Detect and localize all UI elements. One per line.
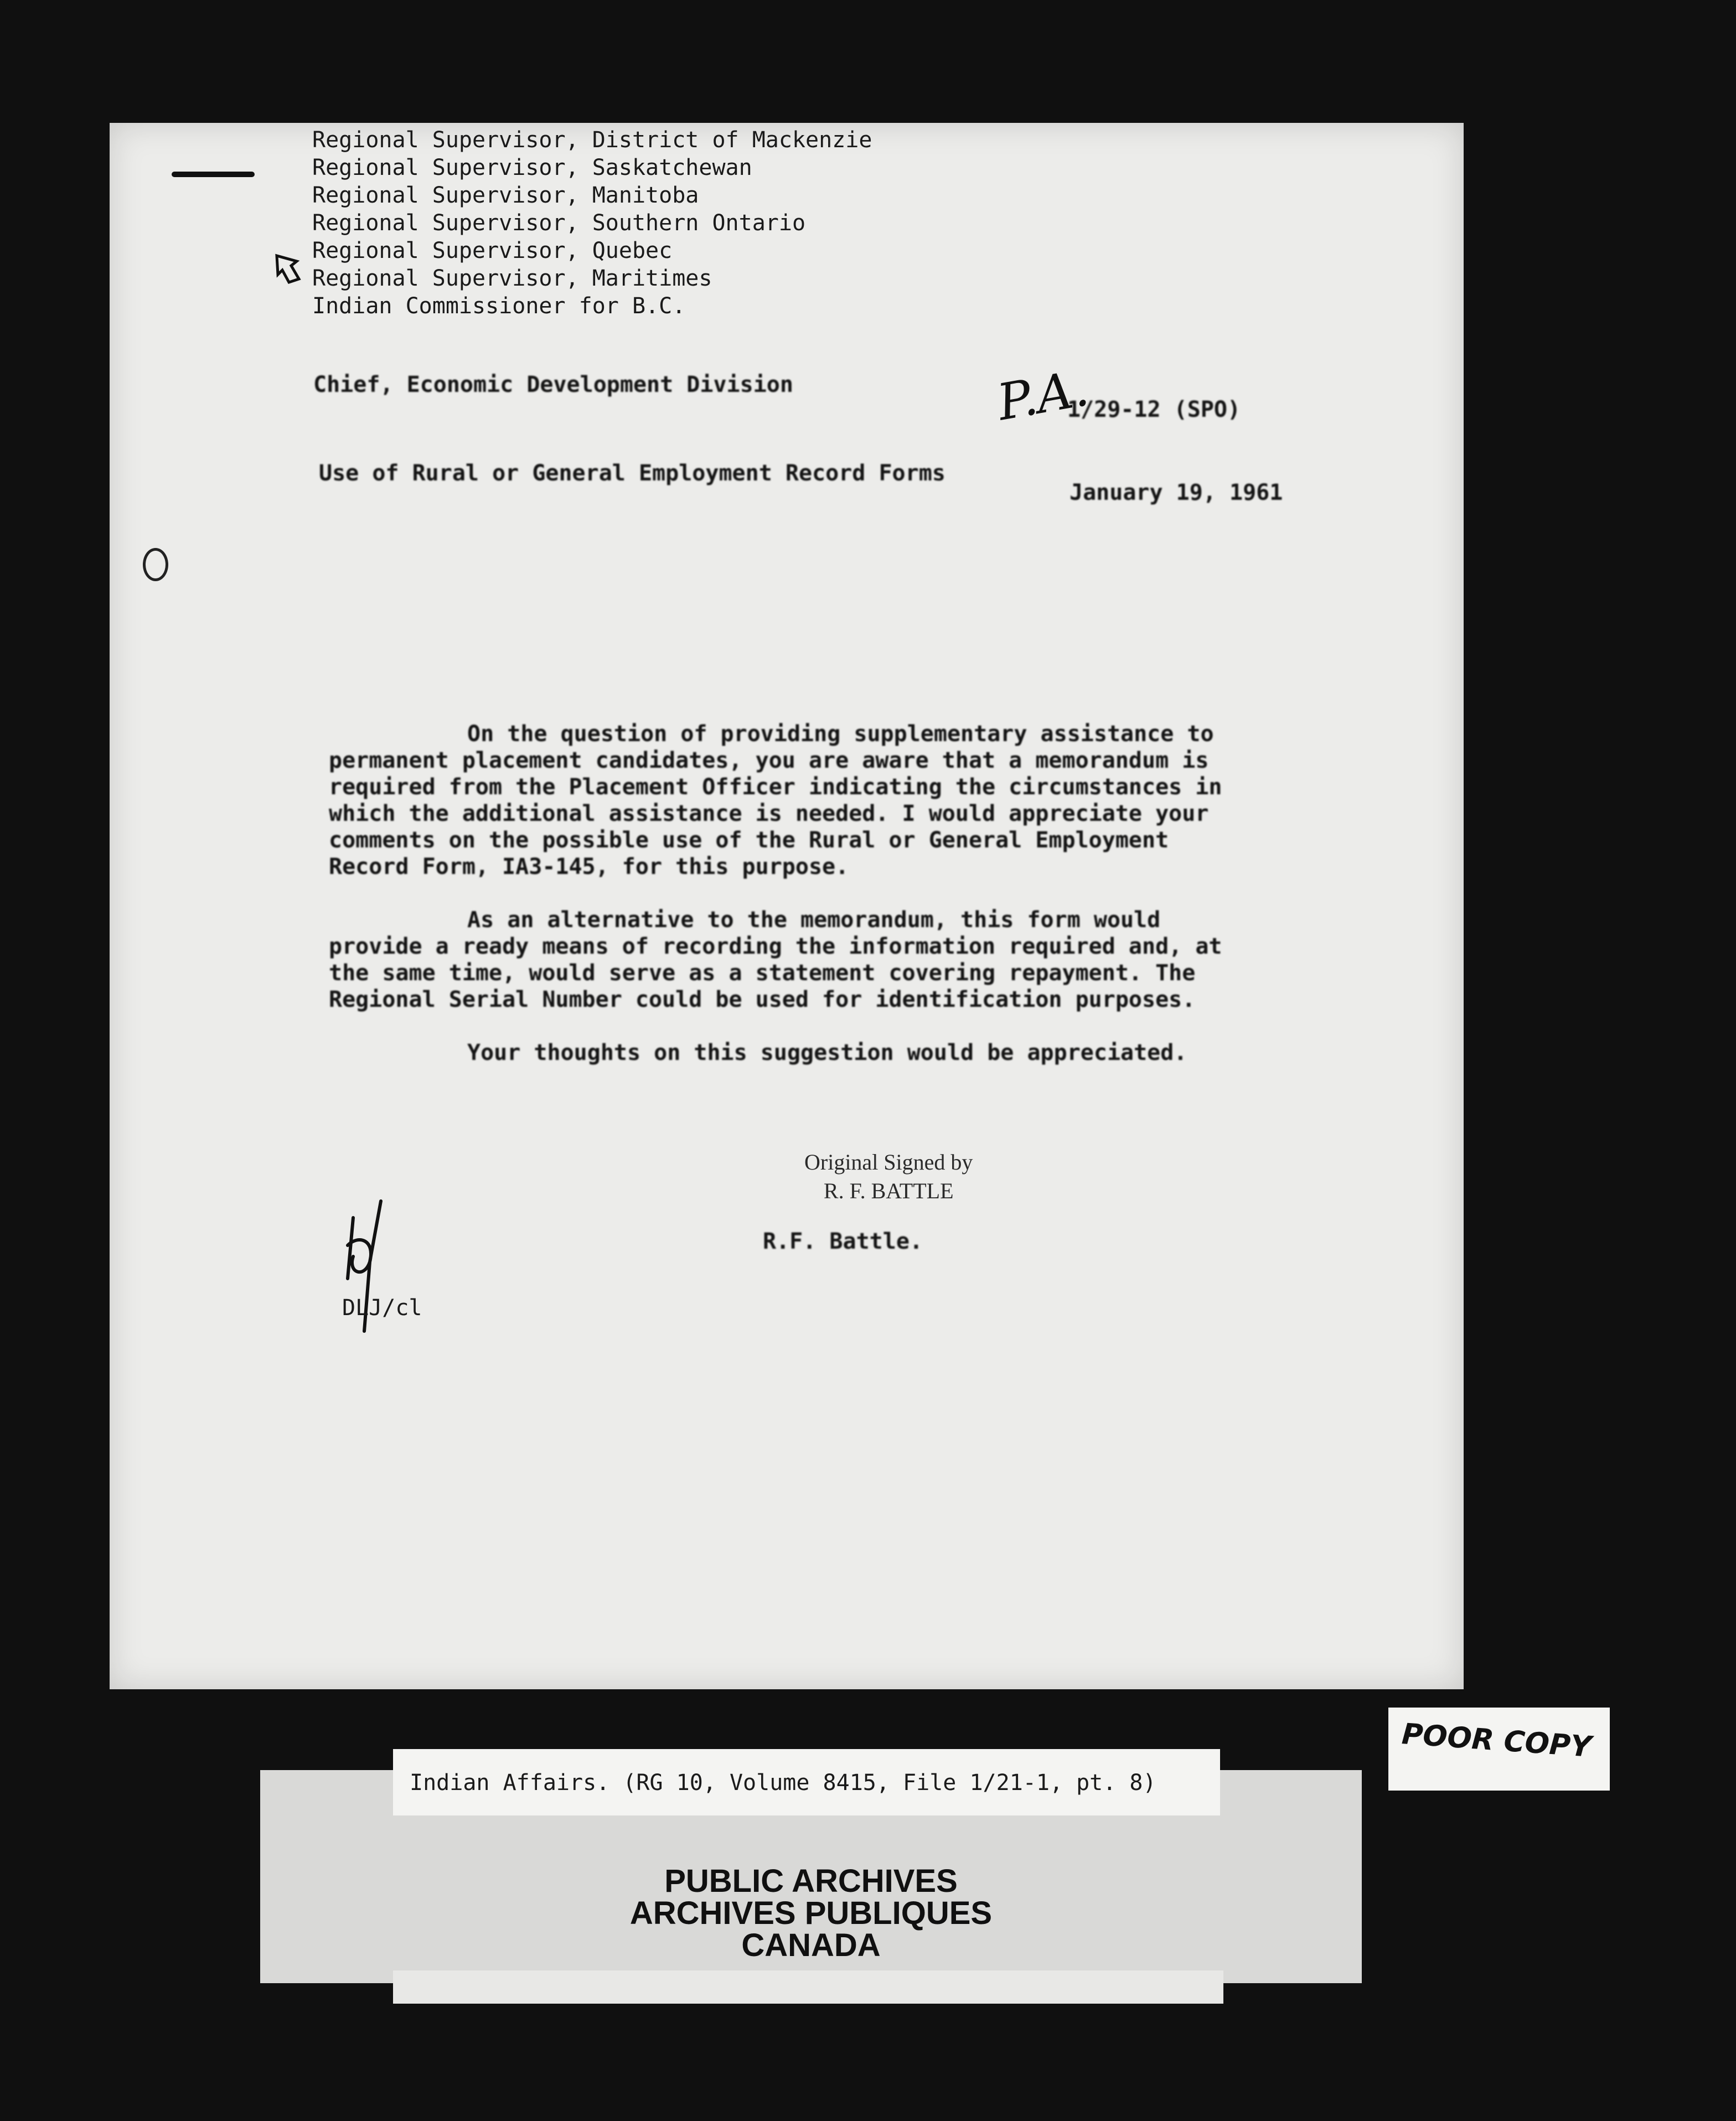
body-line: which the additional assistance is needed. I would appreciate your	[329, 801, 1209, 826]
distribution-line: Regional Supervisor, Maritimes	[312, 266, 712, 291]
signature-stamp	[804, 1148, 973, 1206]
distribution-list	[312, 126, 872, 320]
memo-page	[110, 123, 1464, 1689]
memo-body	[329, 721, 1358, 1093]
file-reference: 1/29-12 (SPO)	[1067, 397, 1241, 422]
paragraph	[329, 1039, 1358, 1066]
signature-stamp-line: R. F. BATTLE	[823, 1178, 954, 1203]
memo-date: January 19, 1961	[1070, 480, 1283, 505]
distribution-line: Regional Supervisor, Saskatchewan	[312, 155, 752, 180]
poor-copy-text: POOR COPY	[1401, 1718, 1593, 1764]
archives-heading-line: CANADA	[741, 1927, 881, 1963]
body-line: the same time, would serve as a statement covering repayment. The	[329, 960, 1196, 986]
typist-initials: DLJ/cl	[342, 1295, 422, 1321]
body-line: provide a ready means of recording the information required and, at	[329, 934, 1222, 959]
body-line: permanent placement candidates, you are aware that a memorandum is	[329, 748, 1209, 773]
body-line: required from the Placement Officer indicating the circumstances in	[329, 774, 1222, 800]
distribution-line: Regional Supervisor, District of Mackenzie	[312, 127, 872, 153]
body-line: On the question of providing supplementary assistance to	[467, 721, 1214, 747]
archive-citation: Indian Affairs. (RG 10, Volume 8415, File 1/21-1, pt. 8)	[410, 1770, 1156, 1796]
body-line: Record Form, IA3-145, for this purpose.	[329, 854, 849, 880]
archives-heading-line: PUBLIC ARCHIVES	[664, 1863, 958, 1899]
paragraph	[329, 721, 1358, 880]
hole-punch-circle	[143, 548, 168, 581]
handwritten-note: P.A.	[993, 359, 1093, 432]
handwritten-dash-mark	[172, 172, 255, 177]
label-strip-bottom	[393, 1970, 1223, 2004]
body-line: Your thoughts on this suggestion would be appreciated.	[467, 1040, 1187, 1065]
distribution-line: Indian Commissioner for B.C.	[312, 293, 686, 319]
typed-signature: R.F. Battle.	[763, 1229, 923, 1254]
memo-from: Chief, Economic Development Division	[313, 372, 793, 397]
archives-heading	[260, 1865, 1362, 1962]
body-line: As an alternative to the memorandum, this form would	[467, 907, 1161, 933]
poor-copy-tag	[1388, 1708, 1610, 1791]
signature-stamp-line: Original Signed by	[804, 1150, 973, 1175]
archives-heading-line: ARCHIVES PUBLIQUES	[629, 1895, 993, 1931]
memo-subject: Use of Rural or General Employment Record Forms	[319, 461, 946, 486]
paragraph	[329, 907, 1358, 1013]
distribution-line: Regional Supervisor, Quebec	[312, 238, 673, 263]
body-line: comments on the possible use of the Rural or General Employment	[329, 827, 1169, 853]
handwritten-arrow-icon	[275, 254, 302, 284]
distribution-line: Regional Supervisor, Manitoba	[312, 183, 699, 208]
body-line: Regional Serial Number could be used for identification purposes.	[329, 987, 1196, 1012]
distribution-line: Regional Supervisor, Southern Ontario	[312, 210, 806, 236]
